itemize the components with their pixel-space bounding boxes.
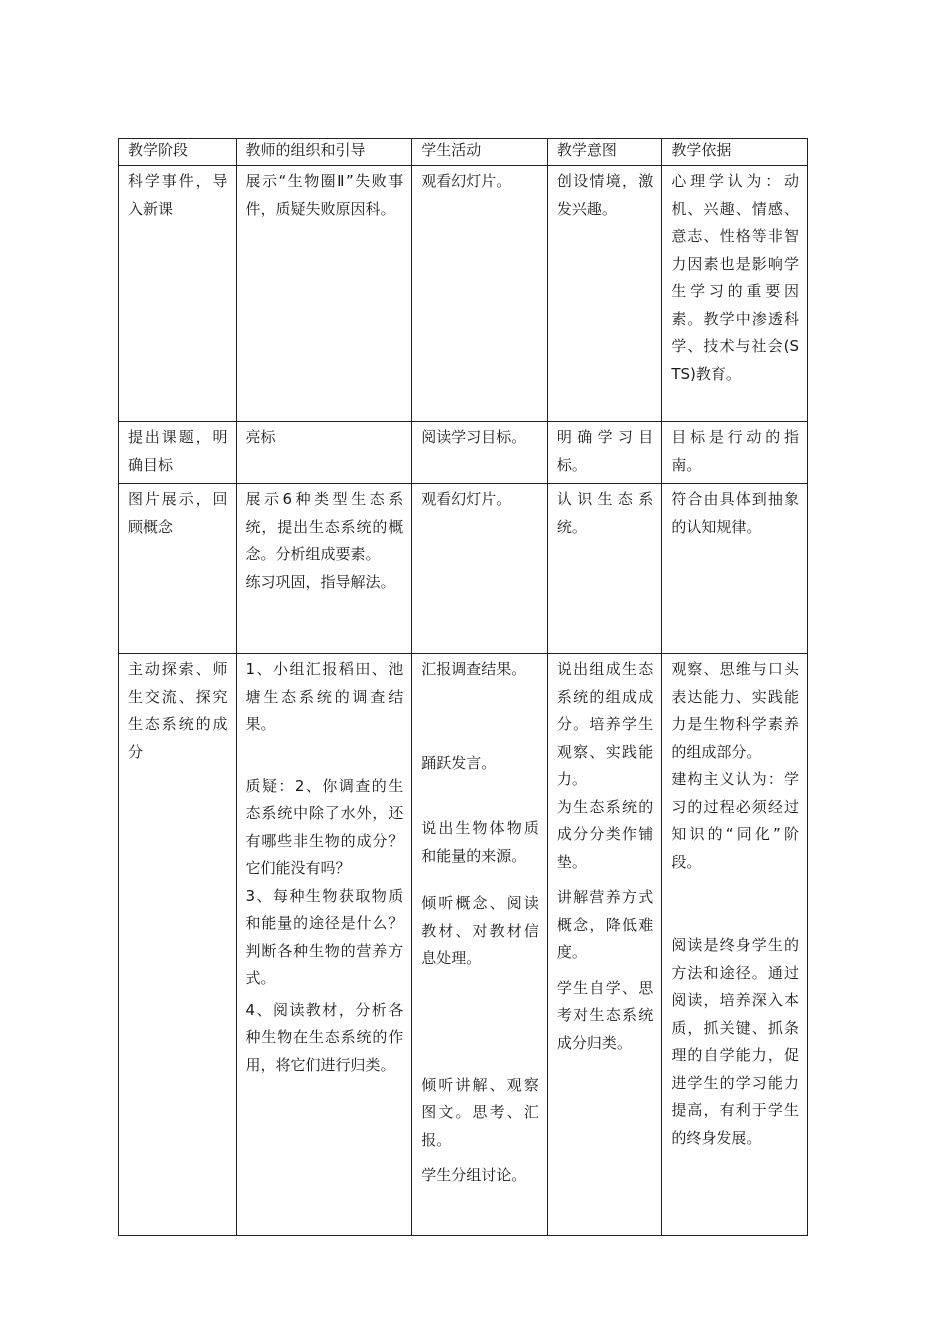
cell-intent: 认识生态系统。 [547, 484, 661, 654]
cell-basis: 符合由具体到抽象的认知规律。 [662, 484, 808, 654]
header-student: 学生活动 [412, 139, 548, 166]
cell-intent: 明确学习目标。 [547, 422, 661, 484]
table-header-row [119, 139, 808, 166]
cell-basis: 心理学认为：动机、兴趣、情感、意志、性格等非智力因素也是影响学生学习的重要因素。教学中渗透科学、技术与社会(STS)教育。 [662, 166, 808, 422]
cell-stage: 提出课题，明确目标 [119, 422, 237, 484]
cell-stage: 图片展示，回顾概念 [119, 484, 237, 654]
cell-student: 汇报调查结果。 踊跃发言。 说出生物体物质和能量的来源。 倾听概念、阅读教材、对教材信息处理。 倾听讲解、观察图文。思考、汇报。 学生分组讨论。 [412, 654, 548, 1236]
header-teacher: 教师的组织和引导 [236, 139, 412, 166]
table-row [119, 484, 808, 654]
table-row [119, 422, 808, 484]
cell-teacher: 1、小组汇报稻田、池塘生态系统的调查结果。 质疑：2、你调查的生态系统中除了水外，还有哪些非生物的成分？它们能没有吗？ 3、每种生物获取物质和能量的途径是什么？判断各种生物的营养方式。 4、阅读教材，分析各种生物在生态系统的作用，将它们进行归类。 [236, 654, 412, 1236]
header-stage: 教学阶段 [119, 139, 237, 166]
cell-teacher: 展示6种类型生态系统，提出生态系统的概念。分析组成要素。 练习巩固，指导解法。 [236, 484, 412, 654]
lesson-plan-table [118, 138, 808, 1236]
header-intent: 教学意图 [547, 139, 661, 166]
cell-stage: 科学事件，导入新课 [119, 166, 237, 422]
cell-basis: 观察、思维与口头表达能力、实践能力是生物科学素养的组成部分。 建构主义认为：学习的过程必须经过知识的“同化”阶段。 阅读是终身学生的方法和途径。通过阅读，培养深入本质，抓关键、抓条理的自学能力，促进学生的学习能力提高，有利于学生的终身发展。 [662, 654, 808, 1236]
cell-student: 阅读学习目标。 [412, 422, 548, 484]
cell-teacher: 亮标 [236, 422, 412, 484]
cell-basis: 目标是行动的指南。 [662, 422, 808, 484]
cell-teacher: 展示“生物圈Ⅱ”失败事件，质疑失败原因科。 [236, 166, 412, 422]
cell-intent: 创设情境，激发兴趣。 [547, 166, 661, 422]
cell-intent: 说出组成生态系统的组成成分。培养学生观察、实践能力。 为生态系统的成分分类作铺垫。 讲解营养方式概念，降低难度。 学生自学、思考对生态系统成分归类。 [547, 654, 661, 1236]
header-basis: 教学依据 [662, 139, 808, 166]
table-row [119, 166, 808, 422]
cell-student: 观看幻灯片。 [412, 484, 548, 654]
table-row [119, 654, 808, 1236]
cell-student: 观看幻灯片。 [412, 166, 548, 422]
cell-stage: 主动探索、师生交流、探究生态系统的成分 [119, 654, 237, 1236]
